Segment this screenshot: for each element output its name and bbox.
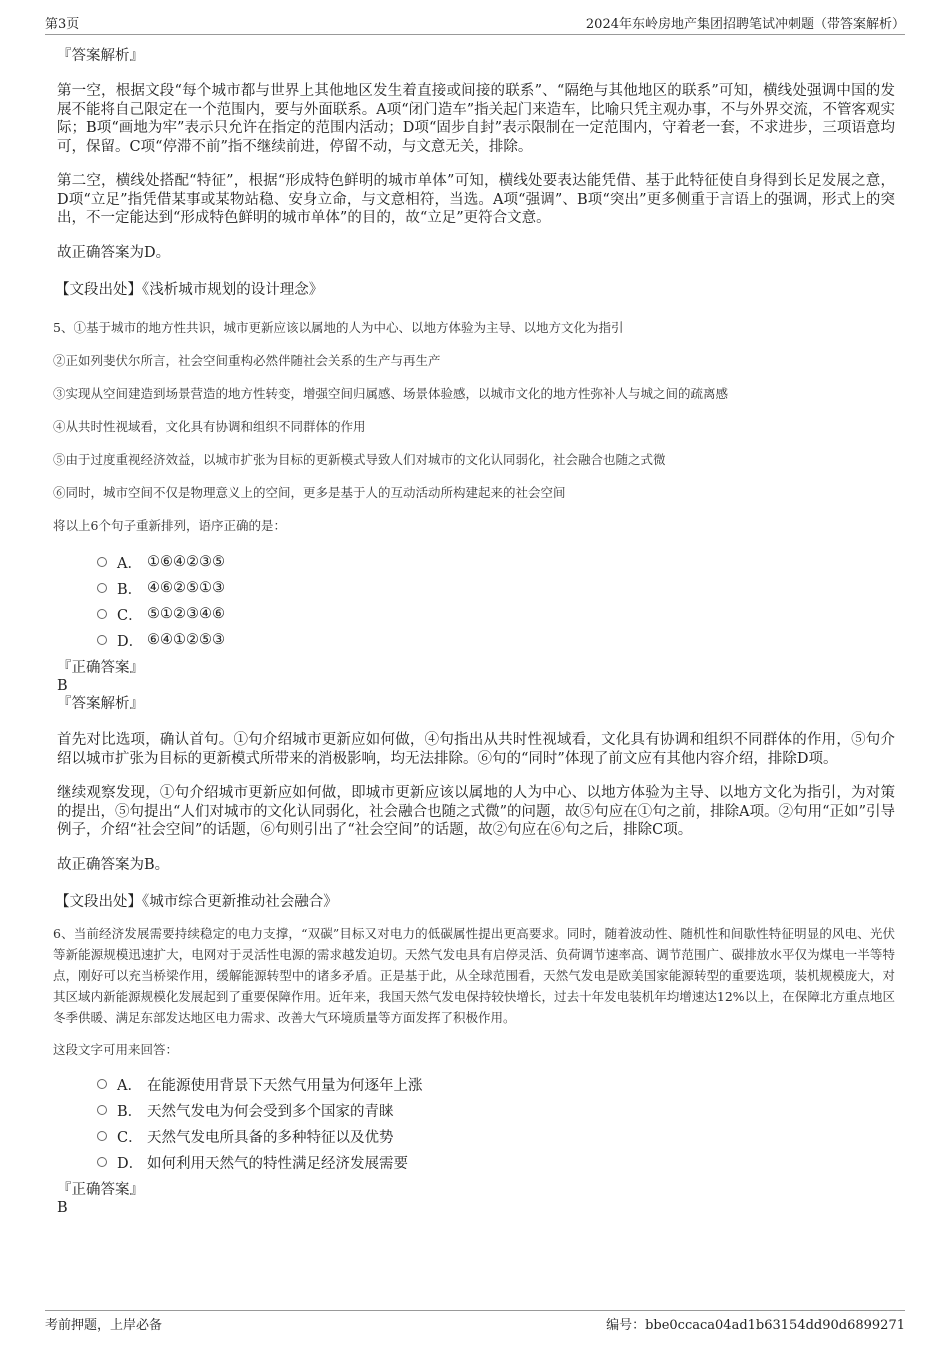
radio-icon[interactable] [97, 557, 107, 567]
option-letter: B． [117, 581, 143, 598]
q5-sentence-4: ④从共时性视域看，文化具有协调和组织不同群体的作用 [53, 419, 366, 434]
q4-analysis-p1: 第一空，根据文段“每个城市都与世界上其他地区发生着直接或间接的联系”、“隔绝与其他地区的联系”可知，横线处强调中国的发展不能将自己限定在一个范围内，要与外面联系。A项“闭门造车”指关起门来造车，比喻只凭主观办事，不与外界交流，不管客观实际；B项“画地为牢”表示只允许在指定的范围内活动；D项“固步自封”表示限制在一定范围内，守着老一套，不求进步，三项语意均可，保留。C项“停滞不前”指不继续前进，停留不动，与文意无关，排除。 [57, 83, 895, 155]
option-text: 在能源使用背景下天然气用量为何逐年上涨 [147, 1077, 423, 1094]
q6-option-c[interactable] [97, 1123, 895, 1149]
q6-option-d[interactable] [97, 1149, 895, 1175]
q5-analysis-p2: 继续观察发现，①句介绍城市更新应如何做，即城市更新应该以属地的人为中心、以地方体验为主导、以地方文化为指引，为对策的提出，⑤句提出“人们对城市的文化认同弱化，社会融合也随之式微”的问题，故⑤句应在①句之前，排除A项。②句用“正如”引导例子，介绍“社会空间”的话题，⑥句则引出了“社会空间”的话题，故②句应在⑥句之后，排除C项。 [57, 785, 895, 838]
option-letter: D． [117, 1155, 144, 1172]
q4-source: 【文段出处】《浅析城市规划的设计理念》 [55, 282, 324, 298]
q5-option-d[interactable] [97, 627, 895, 653]
page-content [53, 44, 895, 1217]
q5-option-a[interactable] [97, 549, 895, 575]
q6-option-b[interactable] [97, 1097, 895, 1123]
q6-prompt: 这段文字可用来回答： [53, 1042, 179, 1057]
option-text: 天然气发电为何会受到多个国家的青睐 [147, 1103, 394, 1120]
option-letter: B． [117, 1103, 143, 1120]
page-header [45, 10, 905, 35]
q5-sentence-3: ③实现从空间建造到场景营造的地方性转变，增强空间归属感、场景体验感，以城市文化的地方性弥补人与城之间的疏离感 [53, 386, 729, 401]
option-letter: C． [117, 607, 143, 624]
q6-option-a[interactable] [97, 1071, 895, 1097]
q5-analysis-p3: 故正确答案为B。 [57, 856, 170, 873]
q5-sentence-2: ②正如列斐伏尔所言，社会空间重构必然伴随社会关系的生产与再生产 [53, 353, 441, 368]
page-number: 第3页 [45, 17, 80, 32]
q5-answer: B [57, 678, 68, 694]
radio-icon[interactable] [97, 1105, 107, 1115]
radio-icon[interactable] [97, 583, 107, 593]
option-text: 天然气发电所具备的多种特征以及优势 [147, 1129, 394, 1146]
q4-analysis-p3: 故正确答案为D。 [57, 244, 171, 261]
option-letter: A． [117, 555, 142, 572]
q4-analysis-p2: 第二空，横线处搭配“特征”，根据“形成特色鲜明的城市单体”可知，横线处要表达能凭借、基于此特征使自身得到长足发展之意，D项“立足”指凭借某事或某物站稳、安身立命，与文意相符，当选。A项“强调”、B项“突出”更多侧重于言语上的强调，形式上的突出，不一定能达到“形成特色鲜明的城市单体”的目的，故“立足”更符合文意。 [57, 173, 895, 226]
q5-option-b[interactable] [97, 575, 895, 601]
option-text: ⑤①②③④⑥ [147, 606, 225, 622]
footer-slogan: 考前押题，上岸必备 [45, 1317, 163, 1333]
q5-sentence-1: 5、①基于城市的地方性共识，城市更新应该以属地的人为中心、以地方体验为主导、以地方文化为指引 [53, 320, 624, 335]
q6-answer-label: 『正确答案』 [57, 1182, 144, 1198]
q5-analysis-label: 『答案解析』 [57, 696, 144, 712]
q5-analysis-p1: 首先对比选项，确认首句。①句介绍城市更新应如何做，④句指出从共时性视域看，文化具有协调和组织不同群体的作用，⑤句介绍以城市扩张为目标的更新模式所带来的消极影响，均无法排除。⑥句的“同时”体现了前文应有其他内容介绍，排除D项。 [57, 732, 895, 767]
q5-answer-label: 『正确答案』 [57, 660, 144, 676]
document-code: 编号：bbe0ccaca04ad1b63154dd90d6899271 [606, 1317, 905, 1333]
radio-icon[interactable] [97, 1079, 107, 1089]
radio-icon[interactable] [97, 609, 107, 619]
radio-icon[interactable] [97, 635, 107, 645]
radio-icon[interactable] [97, 1157, 107, 1167]
q5-option-c[interactable] [97, 601, 895, 627]
q6-options [97, 1071, 895, 1175]
q4-analysis-label: 『答案解析』 [57, 48, 144, 64]
option-letter: D． [117, 633, 144, 650]
q5-options [97, 549, 895, 653]
option-text: 如何利用天然气的特性满足经济发展需要 [147, 1155, 408, 1172]
option-letter: A． [117, 1077, 142, 1094]
radio-icon[interactable] [97, 1131, 107, 1141]
page-footer [45, 1310, 905, 1335]
q5-sentence-6: ⑥同时，城市空间不仅是物理意义上的空间，更多是基于人的互动活动所构建起来的社会空间 [53, 485, 566, 500]
option-text: ④⑥②⑤①③ [147, 580, 225, 596]
option-letter: C． [117, 1129, 143, 1146]
option-text: ①⑥④②③⑤ [147, 554, 225, 570]
question-5 [53, 317, 895, 537]
q6-stem: 6、当前经济发展需要持续稳定的电力支撑，“双碳”目标又对电力的低碳属性提出更高要求。同时，随着波动性、随机性和间歇性特征明显的风电、光伏等新能源规模迅速扩大，电网对于灵活性电源的需求越发迫切。天然气发电具有启停灵活、负荷调节速率高、调节范围广、碳排放水平仅为煤电一半等特点，刚好可以充当桥梁作用，缓解能源转型中的诸多矛盾。正是基于此，从全球范围看，天然气发电是欧美国家能源转型的重要选项，装机规模庞大，对其区域内新能源规模化发展起到了重要保障作用。近年来，我国天然气发电保持较快增长，过去十年发电装机年均增速达12%以上，在保障北方重点地区冬季供暖、满足东部发达地区电力需求、改善大气环境质量等方面发挥了积极作用。 [53, 926, 895, 1025]
q5-prompt: 将以上6个句子重新排列，语序正确的是： [53, 518, 286, 533]
document-title: 2024年东岭房地产集团招聘笔试冲刺题（带答案解析） [585, 17, 905, 32]
q5-sentence-5: ⑤由于过度重视经济效益，以城市扩张为目标的更新模式导致人们对城市的文化认同弱化，社会融合也随之式微 [53, 452, 666, 467]
q6-answer: B [57, 1200, 68, 1216]
option-text: ⑥④①②⑤③ [147, 632, 225, 648]
q5-source: 【文段出处】《城市综合更新推动社会融合》 [55, 894, 338, 910]
